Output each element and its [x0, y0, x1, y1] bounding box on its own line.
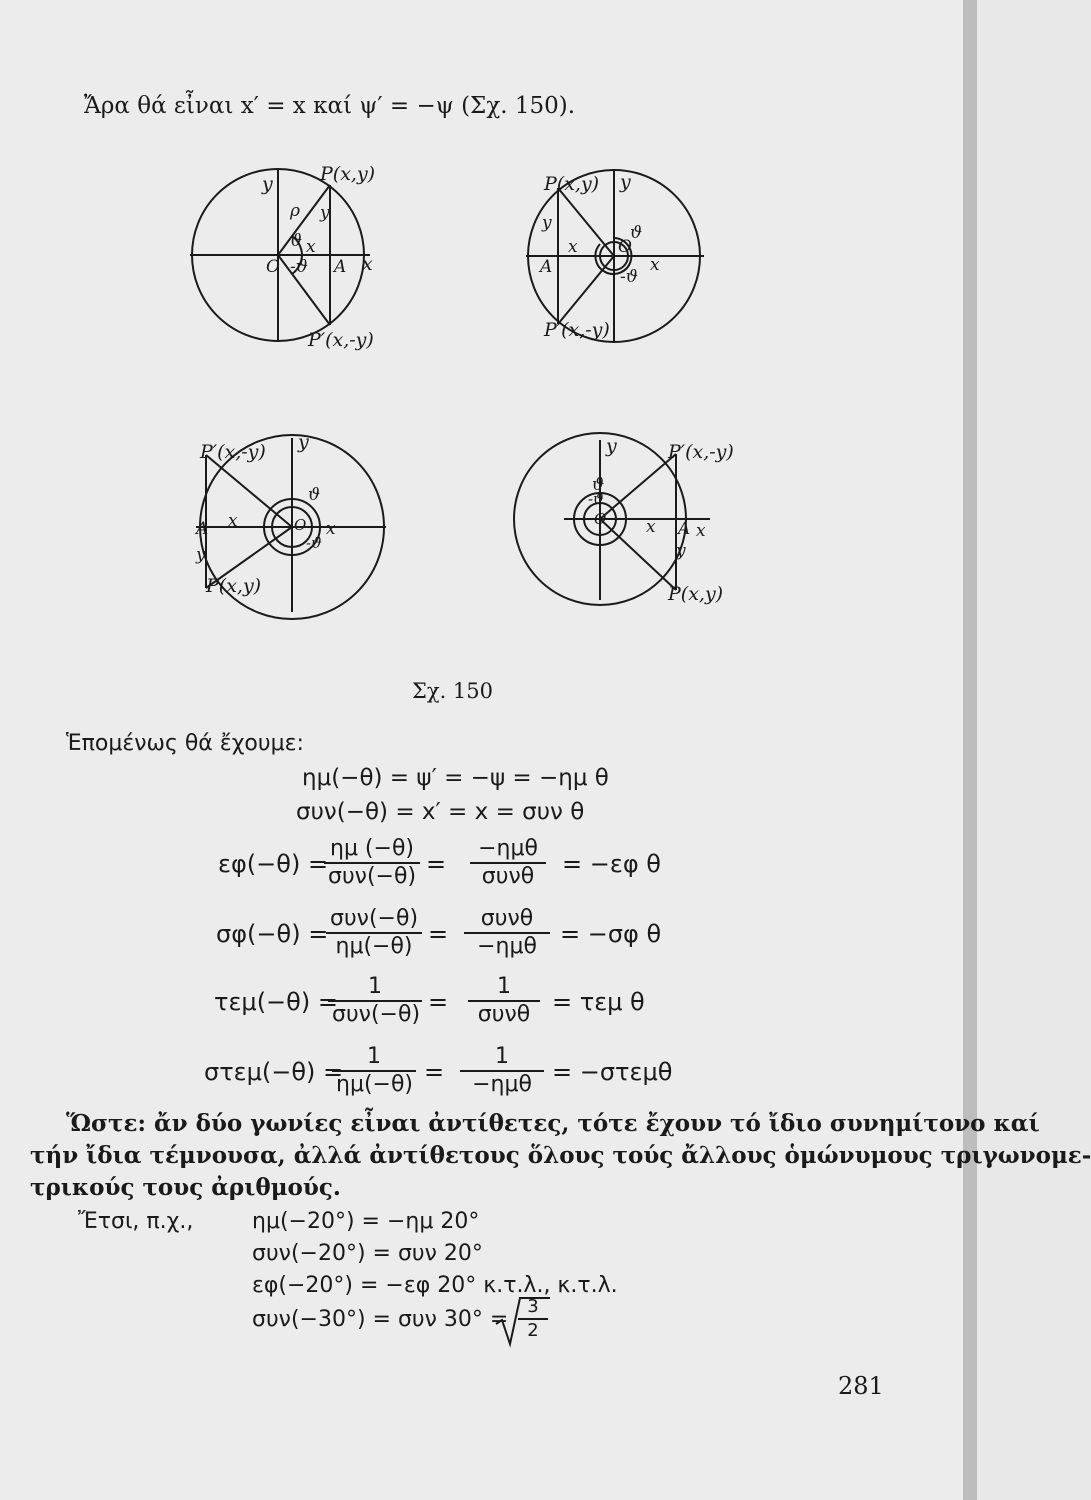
eq-csc-frac2-num: 1 [495, 1044, 509, 1069]
d1-theta-label: ϑ [290, 231, 303, 251]
d4-xlab: x [646, 517, 656, 537]
d3-theta-label: ϑ [308, 485, 321, 505]
d4-ylab: y [676, 541, 686, 561]
eq-tan-frac2 [470, 836, 546, 890]
d1-mtheta-label: -ϑ [290, 257, 308, 277]
figure-caption: Σχ. 150 [412, 679, 494, 703]
d2-y-axis-label: y [620, 171, 631, 193]
d3-xlab: x [228, 511, 238, 531]
d4-y-axis-label: y [606, 435, 617, 457]
d2-Pp-label: P′(x,-y) [544, 319, 610, 341]
eq-tan-frac1-num: ημ (−θ) [330, 836, 414, 861]
d1-A-label: A [334, 257, 347, 277]
conclusion-line-2: τήν ἴδια τέμνουσα, ἀλλά ἀντίθετους ὅλους τούς ἄλλους ὁμώνυμους τριγωνομε- [30, 1142, 1091, 1169]
d1-rho-label: ρ [290, 201, 300, 221]
eq-sin: ημ(−θ) = ψ′ = −ψ = −ημ θ [302, 765, 609, 791]
eq-cot-eq: = [428, 920, 449, 948]
eq-sec-frac1-den: συν(−θ) [328, 1000, 422, 1028]
eq-cot-frac2 [464, 906, 550, 960]
d4-Pp-label: P(x,y) [668, 583, 724, 605]
eq-sec-frac2 [468, 974, 540, 1028]
eq-csc-frac2 [460, 1044, 544, 1098]
d2-A-label: A [540, 257, 553, 277]
sqrt-expression [494, 1294, 554, 1348]
page-number: 281 [838, 1372, 884, 1400]
d4-mtheta-label: -ϑ [588, 490, 604, 508]
eq-sec-eq: = [428, 988, 449, 1016]
eq-cos: συν(−θ) = x′ = x = συν θ [296, 799, 585, 825]
d4-x-axis-label: x [696, 521, 706, 541]
eq-tan-frac1 [324, 836, 420, 890]
eq-cot-frac1-den: ημ(−θ) [326, 932, 422, 960]
eq-sec-frac1-num: 1 [368, 974, 382, 999]
d1-ylab: y [320, 203, 330, 223]
example-cos30: συν(−30°) = συν 30° = [252, 1307, 509, 1332]
d2-origin-label: O [618, 237, 632, 257]
conclusion-line-1: Ὥστε: ἄν δύο γωνίες εἶναι ἀντίθετες, τότε ἔχουν τό ἴδιο συνημίτονο καί [66, 1110, 1040, 1137]
eq-cot-frac1-num: συν(−θ) [330, 906, 419, 931]
sqrt-frac [518, 1296, 548, 1342]
eq-tan-rhs: = −εφ θ [562, 850, 661, 878]
d1-origin-label: O [266, 257, 280, 277]
d3-A-label: A [196, 519, 209, 539]
eq-cot-frac1 [326, 906, 422, 960]
d2-P-label: P(x,y) [544, 173, 600, 195]
d1-y-axis-label: y [262, 173, 273, 195]
eq-csc-frac1 [332, 1044, 416, 1098]
eq-csc-lhs: στεμ(−θ) = [204, 1058, 344, 1086]
eq-sec-frac2-num: 1 [497, 974, 511, 999]
eq-tan-frac2-den: συνθ [470, 862, 546, 890]
d1-Pp-label: P′(x,-y) [308, 329, 374, 351]
eq-cot-lhs: σφ(−θ) = [216, 920, 329, 948]
d2-xlab: x [568, 237, 578, 257]
sqrt-num: 3 [527, 1296, 539, 1317]
d4-P-label: P′(x,-y) [668, 441, 734, 463]
d1-x-axis-label: x [362, 253, 373, 275]
eq-tan-eq: = [426, 850, 447, 878]
examples-lead: Ἔτσι, π.χ., [78, 1209, 194, 1234]
eq-tan-frac1-den: συν(−θ) [324, 862, 420, 890]
d2-x-axis-label: x [650, 255, 660, 275]
eq-csc-frac2-den: −ημθ [460, 1070, 544, 1098]
d3-ylab: y [196, 545, 206, 565]
example-tan: εφ(−20°) = −εφ 20° κ.τ.λ., κ.τ.λ. [252, 1273, 618, 1298]
d3-mtheta-label: -ϑ [306, 534, 322, 552]
d1-P-label: P(x,y) [320, 163, 376, 185]
conclusion-line-3: τρικούς τους ἀριθμούς. [30, 1174, 341, 1201]
therefore-line: Ἑπομένως θά ἔχουμε: [66, 731, 304, 756]
eq-cot-rhs: = −σφ θ [560, 920, 662, 948]
d3-y-axis-label: y [298, 431, 309, 453]
d2-theta-label: ϑ [630, 223, 643, 243]
eq-sec-frac1 [328, 974, 422, 1028]
d3-P-label: P′(x,-y) [200, 441, 266, 463]
d2-mtheta-label: -ϑ [620, 267, 638, 287]
d3-origin-label: O [294, 516, 307, 534]
example-cos: συν(−20°) = συν 20° [252, 1241, 483, 1266]
eq-sec-frac2-den: συνθ [468, 1000, 540, 1028]
d3-x-axis-label: x [326, 519, 336, 539]
d2-ylab: y [542, 213, 552, 233]
eq-csc-frac1-den: ημ(−θ) [332, 1070, 416, 1098]
eq-tan-lhs: εφ(−θ) = [218, 850, 329, 878]
eq-csc-eq: = [424, 1058, 445, 1086]
eq-sec-lhs: τεμ(−θ) = [214, 988, 338, 1016]
d4-origin-label: O [594, 510, 607, 528]
eq-cot-frac2-den: −ημθ [464, 932, 550, 960]
eq-cot-frac2-num: συνθ [480, 906, 534, 931]
eq-csc-frac1-num: 1 [367, 1044, 381, 1069]
d4-theta-label: ϑ [592, 475, 605, 495]
d1-xlab: x [306, 237, 316, 257]
intro-line: Ἄρα θά εἶναι x′ = x καί ψ′ = −ψ (Σχ. 150). [84, 93, 576, 119]
eq-sec-rhs: = τεμ θ [552, 988, 645, 1016]
eq-tan-frac2-num: −ημθ [478, 836, 538, 861]
d3-Pp-label: P(x,y) [206, 575, 262, 597]
sqrt-den: 2 [518, 1318, 548, 1342]
d4-A-label: A [678, 519, 691, 539]
eq-csc-rhs: = −στεμθ [552, 1058, 673, 1086]
example-sin: ημ(−20°) = −ημ 20° [252, 1209, 480, 1234]
